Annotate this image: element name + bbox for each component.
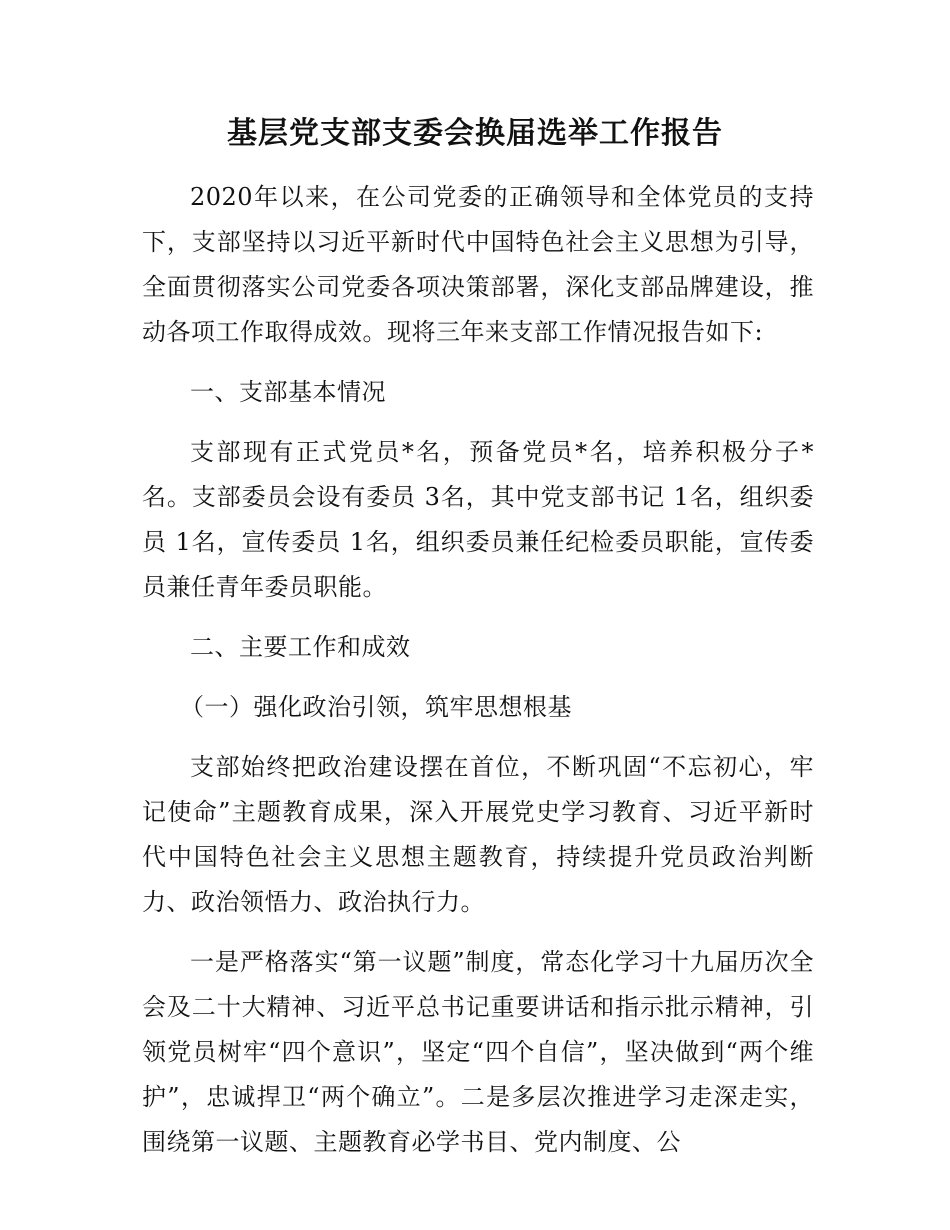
- section-heading-main-work: 二、主要工作和成效: [190, 633, 411, 661]
- document-title: 基层党支部支委会换届选举工作报告: [227, 116, 723, 151]
- section-heading-basic-info: 一、支部基本情况: [190, 378, 386, 406]
- subsection-heading-political-leadership: （一）强化政治引领，筑牢思想根基: [180, 693, 572, 721]
- basic-info-paragraph: 支部现有正式党员*名，预备党员*名，培养积极分子*名。支部委员会设有委员 3名，其中党支部书记 1名，组织委员 1名，宣传委员 1名，组织委员兼任纪检委员职能，宣传委员兼任青年委员职能。: [142, 438, 814, 601]
- political-leadership-detail-paragraph: 一是严格落实“第一议题”制度，常态化学习十九届历次全会及二十大精神、习近平总书记重要讲话和指示批示精神，引领党员树牢“四个意识”，坚定“四个自信”，坚决做到“两个维护”，忠诚捍卫“两个确立”。二是多层次推进学习走深走实，围绕第一议题、主题教育必学书目、党内制度、公: [142, 948, 814, 1156]
- document-body: [142, 175, 814, 1165]
- intro-paragraph: 2020年以来，在公司党委的正确领导和全体党员的支持下，支部坚持以习近平新时代中国特色社会主义思想为引导，全面贯彻落实公司党委各项决策部署，深化支部品牌建设，推动各项工作取得成效。现将三年来支部工作情况报告如下:: [142, 183, 814, 346]
- political-leadership-paragraph: 支部始终把政治建设摆在首位，不断巩固“不忘初心，牢记使命”主题教育成果，深入开展党史学习教育、习近平新时代中国特色社会主义思想主题教育，持续提升党员政治判断力、政治领悟力、政治执行力。: [142, 753, 814, 916]
